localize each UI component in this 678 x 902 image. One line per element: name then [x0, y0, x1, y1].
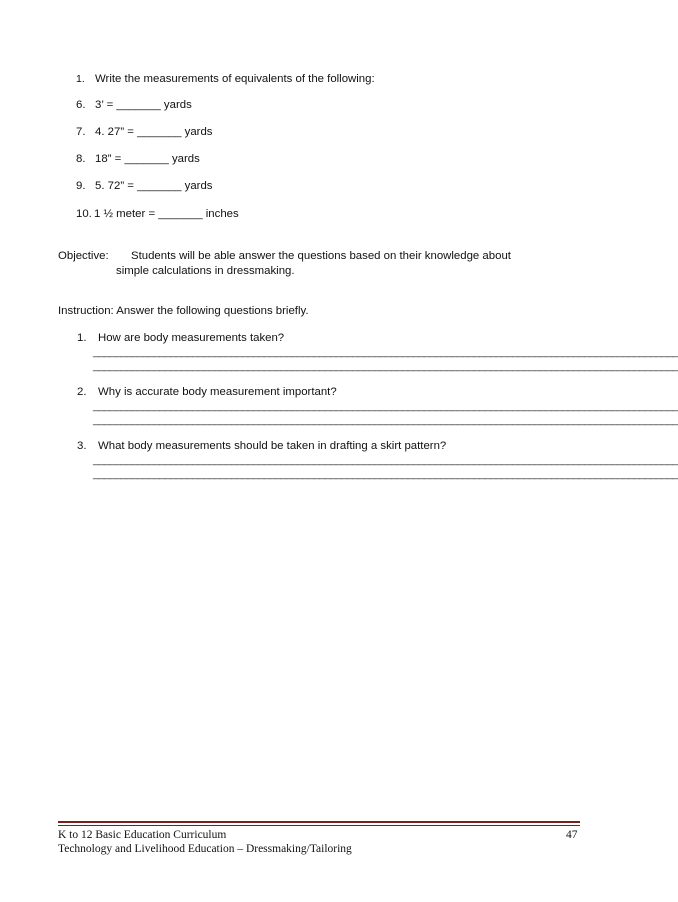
item-number: 9.: [76, 180, 86, 192]
answer-line: __________________________________________________________________________________________________________: [93, 346, 678, 358]
question-text: Why is accurate body measurement important?: [98, 386, 337, 398]
item-number: 10.: [76, 208, 92, 220]
footer-divider-thin: [58, 825, 580, 826]
footer-curriculum: K to 12 Basic Education Curriculum: [58, 829, 227, 841]
objective-text: Students will be able answer the questions based on their knowledge about: [131, 250, 511, 262]
answer-line: __________________________________________________________________________________________________________: [93, 454, 678, 466]
objective-label: Objective:: [58, 250, 109, 262]
item-text: 4. 27” = _______ yards: [95, 126, 213, 138]
footer-divider: [58, 821, 580, 823]
answer-line: __________________________________________________________________________________________________________: [93, 468, 678, 480]
item-text: 1 ½ meter = _______ inches: [94, 208, 239, 220]
item-text: Write the measurements of equivalents of the following:: [95, 73, 375, 85]
answer-line: __________________________________________________________________________________________________________: [93, 400, 678, 412]
question-text: What body measurements should be taken in drafting a skirt pattern?: [98, 440, 447, 452]
question-number: 2.: [77, 386, 87, 398]
item-text: 3’ = _______ yards: [95, 99, 192, 111]
instruction-text: Instruction: Answer the following questions briefly.: [58, 305, 309, 317]
objective-text-continued: simple calculations in dressmaking.: [116, 265, 295, 277]
answer-line: __________________________________________________________________________________________________________: [93, 360, 678, 372]
answer-line: __________________________________________________________________________________________________________: [93, 414, 678, 426]
question-number: 1.: [77, 332, 87, 344]
item-text: 5. 72” = _______ yards: [95, 180, 213, 192]
footer-subject: Technology and Livelihood Education – Dressmaking/Tailoring: [58, 843, 352, 855]
question-number: 3.: [77, 440, 87, 452]
page-number: 47: [566, 829, 578, 841]
item-number: 1.: [76, 73, 85, 85]
item-number: 8.: [76, 153, 86, 165]
item-number: 6.: [76, 99, 86, 111]
question-text: How are body measurements taken?: [98, 332, 285, 344]
item-number: 7.: [76, 126, 86, 138]
item-text: 18” = _______ yards: [95, 153, 200, 165]
